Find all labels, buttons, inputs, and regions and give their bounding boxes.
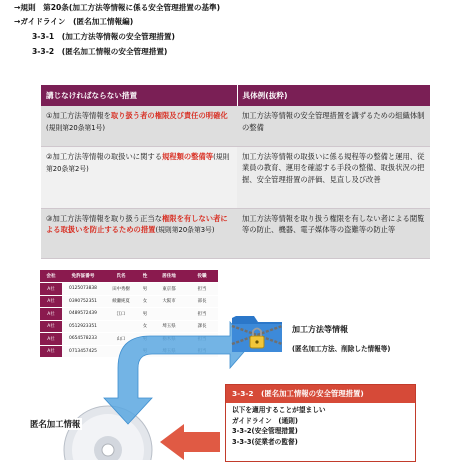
panel-line: 3-3-2(安全管理措置) — [232, 427, 298, 435]
cell-name: 山口 — [104, 333, 138, 346]
measure-highlight: 規程類の整備等 — [162, 151, 214, 161]
cell-company: A社 — [40, 345, 62, 357]
panel-line: 3-3-3(従業者の監督) — [232, 437, 298, 446]
cell-role: 課長 — [186, 320, 218, 333]
mini-header-name: 氏名 — [104, 270, 138, 283]
cell-gender: 女 — [138, 320, 152, 333]
measure-highlight: 権限を有しない者による取扱いを防止するための措置 — [46, 213, 228, 234]
cell-residence: 東京都 — [152, 283, 186, 296]
panel-title: 3-3-2 (匿名加工情報の安全管理措置) — [226, 385, 415, 403]
measure-article: (規則第20条第1号) — [46, 123, 106, 132]
mini-header-residence: 居住地 — [152, 270, 186, 283]
mini-header-company: 会社 — [40, 270, 62, 283]
cell-name: 江口 — [104, 308, 138, 321]
section-3-3-1: 3-3-1 (加工方法等情報の安全管理措置) — [32, 32, 176, 41]
cell-role: 担当 — [186, 308, 218, 321]
measure-highlight: 取り扱う者の権限及び責任の明確化 — [110, 111, 228, 120]
folder-subtitle: (匿名加工方法、削除した情報等) — [292, 345, 391, 353]
cell-license: 0125073838 — [62, 283, 104, 296]
cell-license: 0390752351 — [62, 295, 104, 308]
cell-company: A社 — [40, 308, 62, 321]
cell-license: 0713457425 — [62, 345, 104, 357]
disc-icon — [64, 406, 152, 460]
panel-line: 以下を適用することが望ましい — [232, 406, 326, 414]
example-cell: 加工方法等情報の取扱いに係る規程等の整備と運用、従業員の教育、運用を確認する手段の整備、取扱状況の把握、安全管理措置の評価、見直し及び改善 — [237, 146, 430, 208]
cell-name: 綾瀬純夏 — [104, 295, 138, 308]
measure-text: ③加工方法等情報を取り扱う正当な — [46, 213, 162, 223]
folder-title: 加工方法等情報 — [292, 325, 348, 334]
cell-license: 0654578233 — [62, 333, 104, 346]
cell-residence: 埼玉県 — [152, 320, 186, 333]
cell-company: A社 — [40, 320, 62, 333]
anonymized-info-panel — [225, 384, 416, 462]
examples-column-header: 具体例(抜粋) — [237, 85, 430, 106]
panel-line: ガイドライン (通則) — [232, 416, 298, 425]
cell-residence: 大阪市 — [152, 295, 186, 308]
cell-company: A社 — [40, 295, 62, 308]
measure-text: ②加工方法等情報の取扱いに関する — [46, 151, 162, 161]
section-3-3-2: 3-3-2 (匿名加工情報の安全管理措置) — [32, 47, 168, 56]
cell-gender: 男 — [138, 308, 152, 321]
mini-header-license: 免許証番号 — [62, 270, 104, 283]
cell-license: 0489572439 — [62, 308, 104, 321]
guideline-reference: →ガイドライン (匿名加工情報編) — [14, 17, 134, 26]
measure-article: (規則第20条第3号) — [155, 226, 215, 234]
cell-name: 田中秀樹 — [104, 283, 138, 296]
rule-reference: →規則 第20条(加工方法等情報に係る安全管理措置の基準) — [14, 3, 221, 12]
measures-column-header: 講じなければならない措置 — [41, 85, 237, 106]
locked-folder-icon — [232, 316, 282, 352]
disc-label: 匿名加工情報 — [30, 419, 81, 429]
measure-article: (規則第20条第2号) — [46, 152, 230, 173]
measure-text: ①加工方法等情報を — [46, 111, 111, 120]
cell-role: 担当 — [186, 283, 218, 296]
cell-gender: 男 — [138, 283, 152, 296]
cell-company: A社 — [40, 283, 62, 296]
mini-header-gender: 性 — [138, 270, 152, 283]
cell-license: 0512923351 — [62, 320, 104, 333]
example-cell: 加工方法等情報を取り扱う権限を有しない者による閲覧等の防止、機器、電子媒体等の盗難等の防止等 — [237, 208, 430, 258]
cell-role: 部長 — [186, 295, 218, 308]
example-cell: 加工方法等情報の安全管理措置を講ずるための組織体制の整備 — [237, 106, 430, 146]
cell-company: A社 — [40, 333, 62, 346]
cell-gender: 女 — [138, 295, 152, 308]
red-arrow — [160, 424, 220, 460]
mini-header-role: 役職 — [186, 270, 218, 283]
